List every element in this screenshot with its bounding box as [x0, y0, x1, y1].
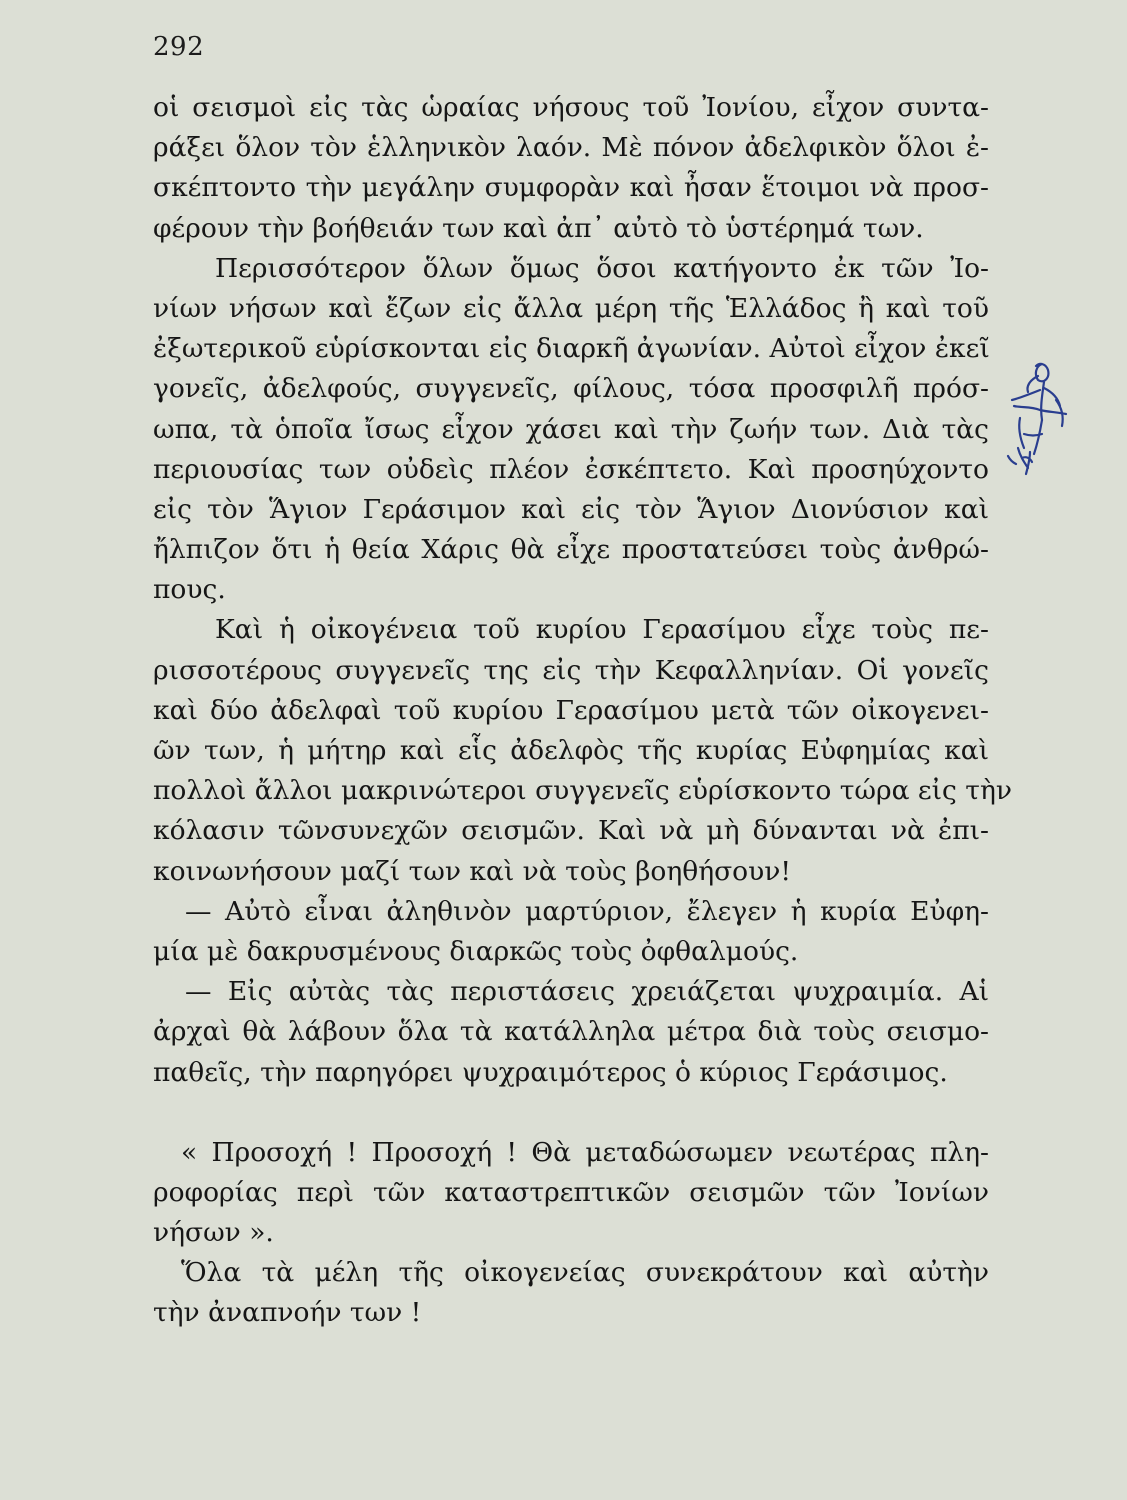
text-line: εἰς τὸν Ἅγιον Γεράσιμον καὶ εἰς τὸν Ἅγιον Διονύσιον καὶ	[153, 493, 989, 525]
text-line: Ὅλα τὰ μέλη τῆς οἰκογενείας συνεκράτουν καὶ αὐτὴν	[181, 1257, 989, 1289]
text-line: περιουσίας των οὐδεὶς πλέον ἐσκέπτετο. Καὶ προσηύχοντο	[153, 453, 989, 485]
text-line: ροφορίας περὶ τῶν καταστρεπτικῶν σεισμῶν τῶν Ἰονίων	[153, 1176, 989, 1208]
text-line: νίων νήσων καὶ ἔζων εἰς ἄλλα μέρη τῆς Ἑλλάδος ἢ καὶ τοῦ	[153, 292, 989, 324]
paragraph-gap	[153, 1093, 989, 1133]
text-line: παθεῖς, τὴν παρηγόρει ψυχραιμότερος ὁ κύριος Γεράσιμος.	[153, 1056, 948, 1088]
text-line: πους.	[153, 574, 226, 606]
text-line: οἱ σεισμοὶ εἰς τὰς ὡραίας νήσους τοῦ Ἰονίου, εἶχον συντα-	[153, 92, 989, 123]
text-line: μία μὲ δακρυσμένους διαρκῶς τοὺς ὀφθαλμούς.	[153, 935, 799, 967]
text-line: ἀρχαὶ θὰ λάβουν ὅλα τὰ κατάλληλα μέτρα διὰ τοὺς σεισμο-	[153, 1016, 989, 1048]
text-line: καὶ δύο ἀδελφαὶ τοῦ κυρίου Γερασίμου μετὰ τῶν οἰκογενει-	[153, 694, 989, 726]
text-line: ράξει ὅλον τὸν ἑλληνικὸν λαόν. Μὲ πόνον ἀδελφικὸν ὅλοι ἐ-	[153, 132, 989, 164]
text-line: τὴν ἀναπνοήν των !	[153, 1297, 422, 1329]
text-line: σκέπτοντο τὴν μεγάλην συμφορὰν καὶ ἦσαν ἕτοιμοι νὰ προσ-	[153, 172, 989, 204]
body-text	[153, 88, 1012, 1334]
text-line: γονεῖς, ἀδελφούς, συγγενεῖς, φίλους, τόσα προσφιλῆ πρόσ-	[153, 373, 989, 405]
text-line: πολλοὶ ἄλλοι μακρινώτεροι συγγενεῖς εὑρίσκοντο τώρα εἰς τὴν	[153, 775, 1012, 807]
text-line: Περισσότερον ὅλων ὅμως ὅσοι κατήγοντο ἐκ τῶν Ἰο-	[215, 252, 989, 284]
dialogue-line: — Εἰς αὐτὰς τὰς περιστάσεις χρειάζεται ψυχραιμία. Αἱ	[185, 976, 989, 1008]
text-line: ἐξωτερικοῦ εὑρίσκονται εἰς διαρκῆ ἀγωνίαν. Αὐτοὶ εἶχον ἐκεῖ	[153, 333, 990, 365]
dialogue-line: — Αὐτὸ εἶναι ἀληθινὸν μαρτύριον, ἔλεγεν ἡ κυρία Εὐφη-	[185, 895, 989, 927]
quote-line: « Προσοχή ! Προσοχή ! Θὰ μεταδώσωμεν νεωτέρας πλη-	[181, 1136, 989, 1168]
text-line: ἤλπιζον ὅτι ἡ θεία Χάρις θὰ εἶχε προστατεύσει τοὺς ἀνθρώ-	[153, 534, 989, 566]
page-number: 292	[153, 32, 205, 62]
text-line: νήσων ».	[153, 1217, 274, 1249]
text-line: ρισσοτέρους συγγενεῖς της εἰς τὴν Κεφαλληνίαν. Οἱ γονεῖς	[153, 654, 989, 686]
handwritten-doodle-icon	[1000, 356, 1070, 496]
text-line: κόλασιν τῶνσυνεχῶν σεισμῶν. Καὶ νὰ μὴ δύνανται νὰ ἐπι-	[153, 815, 989, 847]
text-line: κοινωνήσουν μαζί των καὶ νὰ τοὺς βοηθήσουν!	[153, 855, 791, 887]
text-line: Καὶ ἡ οἰκογένεια τοῦ κυρίου Γερασίμου εἶχε τοὺς πε-	[215, 614, 989, 646]
text-line: ωπα, τὰ ὁποῖα ἴσως εἶχον χάσει καὶ τὴν ζωήν των. Διὰ τὰς	[153, 413, 989, 445]
text-line: φέρουν τὴν βοήθειάν των καὶ ἀπ᾽ αὐτὸ τὸ ὑστέρημά των.	[153, 212, 924, 244]
text-line: ῶν των, ἡ μήτηρ καὶ εἷς ἀδελφὸς τῆς κυρίας Εὐφημίας καὶ	[153, 735, 989, 766]
